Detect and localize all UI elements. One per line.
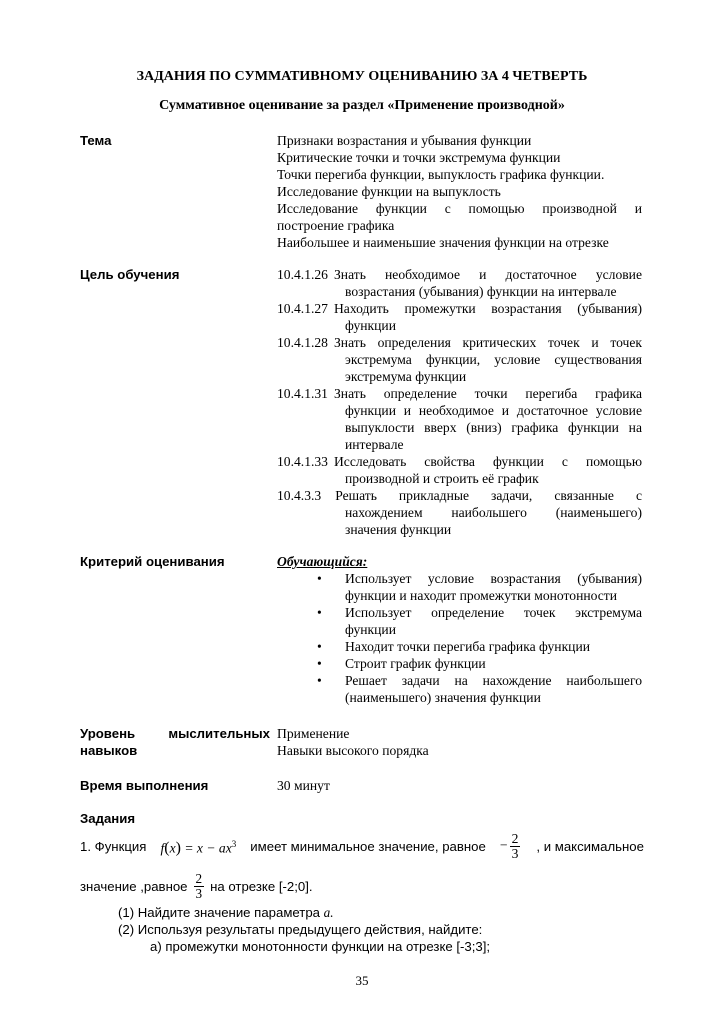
level-label (80, 725, 270, 759)
goal-text: значения функции (345, 522, 452, 537)
goal-text: производной и строить её график (345, 471, 539, 486)
criteria-text: функции (345, 622, 396, 637)
criteria-text: Использует условие возрастания (убывания) (345, 571, 642, 586)
goal-text: Находить промежутки возрастания (убывания) (333, 301, 642, 316)
goal-text: Знать необходимое и достаточное условие (333, 267, 642, 282)
goal-text: Исследовать свойства функции с помощью (333, 454, 642, 469)
goal-text: нахождением наибольшего (наименьшего) (345, 505, 642, 520)
bullet-icon: • (317, 605, 322, 620)
goals-list (277, 266, 642, 538)
goal-code: 10.4.1.26 (277, 267, 328, 282)
bullet-icon: • (317, 656, 322, 671)
goal-code: 10.4.1.31 (277, 386, 328, 401)
criteria-text: (наименьшего) значения функции (345, 690, 541, 705)
task-text: имеет минимальное значение, равное (250, 838, 486, 854)
criteria-list (277, 570, 642, 706)
task-1-line-2 (80, 868, 644, 904)
level-value: Применение (277, 726, 350, 741)
formula-exp: 3 (231, 838, 237, 849)
list-item (277, 638, 642, 655)
task-min-value (500, 832, 522, 861)
list-item (277, 604, 642, 638)
goal-item (277, 385, 642, 453)
goal-text: функции (345, 318, 396, 333)
formula-x: x (169, 840, 176, 856)
goal-text: возрастания (убывания) функции на интервале (345, 284, 617, 299)
task-text: , и максимальное (536, 838, 644, 854)
goal-text: Решать прикладные задачи, связанные с (335, 488, 642, 503)
goal-code: 10.4.3.3 (277, 488, 322, 503)
goal-code: 10.4.1.27 (277, 301, 328, 316)
topic-line: построение графика (277, 218, 395, 233)
goal-text: выпуклости вверх (вниз) графика функции на (345, 420, 642, 435)
document-subtitle: Суммативное оценивание за раздел «Применение производной» (159, 98, 565, 113)
goal-item (277, 334, 642, 385)
level-value: Навыки высокого порядка (277, 743, 429, 758)
task-formula: $f(x) = x - ax^3$ (160, 838, 237, 857)
goal-text: функции и необходимое и достаточное условие (345, 403, 642, 418)
task-1 (80, 828, 644, 904)
topic-line: Точки перегиба функции, выпуклость графика функции. (277, 167, 605, 182)
bullet-icon: • (317, 571, 322, 586)
list-item (277, 570, 642, 604)
task-sub-2: (2) Используя результаты предыдущего действия, найдите: (118, 922, 483, 937)
task-sub-1 (118, 904, 334, 921)
formula-f: f (160, 840, 165, 856)
fraction-denominator: 3 (511, 845, 519, 861)
fraction-numerator: 2 (511, 830, 519, 846)
goal-item (277, 266, 642, 300)
goal-text: Знать определения критических точек и точек (333, 335, 642, 350)
task-sub-3: а) промежутки монотонности функции на отрезке [-3;3]; (150, 939, 491, 954)
bullet-icon: • (317, 639, 322, 654)
task-sub-var: a. (323, 905, 334, 920)
criteria-block (277, 553, 642, 706)
task-text: значение ,равное (80, 878, 188, 894)
goal-text: экстремума функции (345, 369, 467, 384)
bullet-icon: • (317, 673, 322, 688)
level-label-part: Уровень (80, 726, 136, 741)
task-text: на отрезке [-2;0]. (210, 878, 313, 894)
goal-item (277, 453, 642, 487)
goal-code: 10.4.1.28 (277, 335, 328, 350)
topic-line: Наибольшее и наименьшие значения функции на отрезке (277, 235, 609, 250)
fraction-denominator: 3 (195, 885, 203, 901)
time-label: Время выполнения (80, 778, 209, 793)
goal-text: Знать определение точки перегиба графика (333, 386, 642, 401)
task-sub-text: (1) Найдите значение параметра (118, 905, 320, 920)
goal-item (277, 487, 642, 538)
criteria-text: Строит график функции (345, 656, 486, 671)
criteria-text: Использует определение точек экстремума (345, 605, 642, 620)
goals-label: Цель обучения (80, 267, 180, 282)
topic-line: Критические точки и точки экстремума функции (277, 150, 561, 165)
level-values (277, 725, 642, 759)
topic-line: Исследование функции с помощью производной и (277, 201, 642, 216)
list-item (277, 672, 642, 706)
goal-code: 10.4.1.33 (277, 454, 328, 469)
criteria-text: Находит точки перегиба графика функции (345, 639, 591, 654)
formula-rest: = x − ax (184, 840, 232, 856)
goal-text: экстремума функции, условие существования (345, 352, 642, 367)
goal-item (277, 300, 642, 334)
task-prefix: 1. Функция (80, 838, 147, 854)
page-number: 35 (355, 973, 369, 988)
topic-line: Исследование функции на выпуклость (277, 184, 501, 199)
topic-label: Тема (80, 133, 112, 148)
level-label-part: навыков (80, 743, 138, 758)
criteria-heading: Обучающийся: (277, 554, 368, 569)
list-item (277, 655, 642, 672)
fraction-numerator: 2 (195, 870, 203, 886)
criteria-text: Решает задачи на нахождение наибольшего (345, 673, 642, 688)
level-label-part: мыслительных (168, 726, 270, 741)
goal-text: интервале (345, 437, 404, 452)
minus-sign: − (499, 837, 508, 853)
time-value: 30 минут (277, 778, 330, 793)
criteria-label: Критерий оценивания (80, 554, 225, 569)
task-1-line-1 (80, 828, 644, 864)
tasks-heading: Задания (80, 811, 136, 826)
topic-line: Признаки возрастания и убывания функции (277, 133, 532, 148)
criteria-text: функции и находит промежутки монотонности (345, 588, 618, 603)
document-title: ЗАДАНИЯ ПО СУММАТИВНОМУ ОЦЕНИВАНИЮ ЗА 4 ЧЕТВЕРТЬ (136, 69, 588, 84)
topic-list (277, 132, 642, 251)
